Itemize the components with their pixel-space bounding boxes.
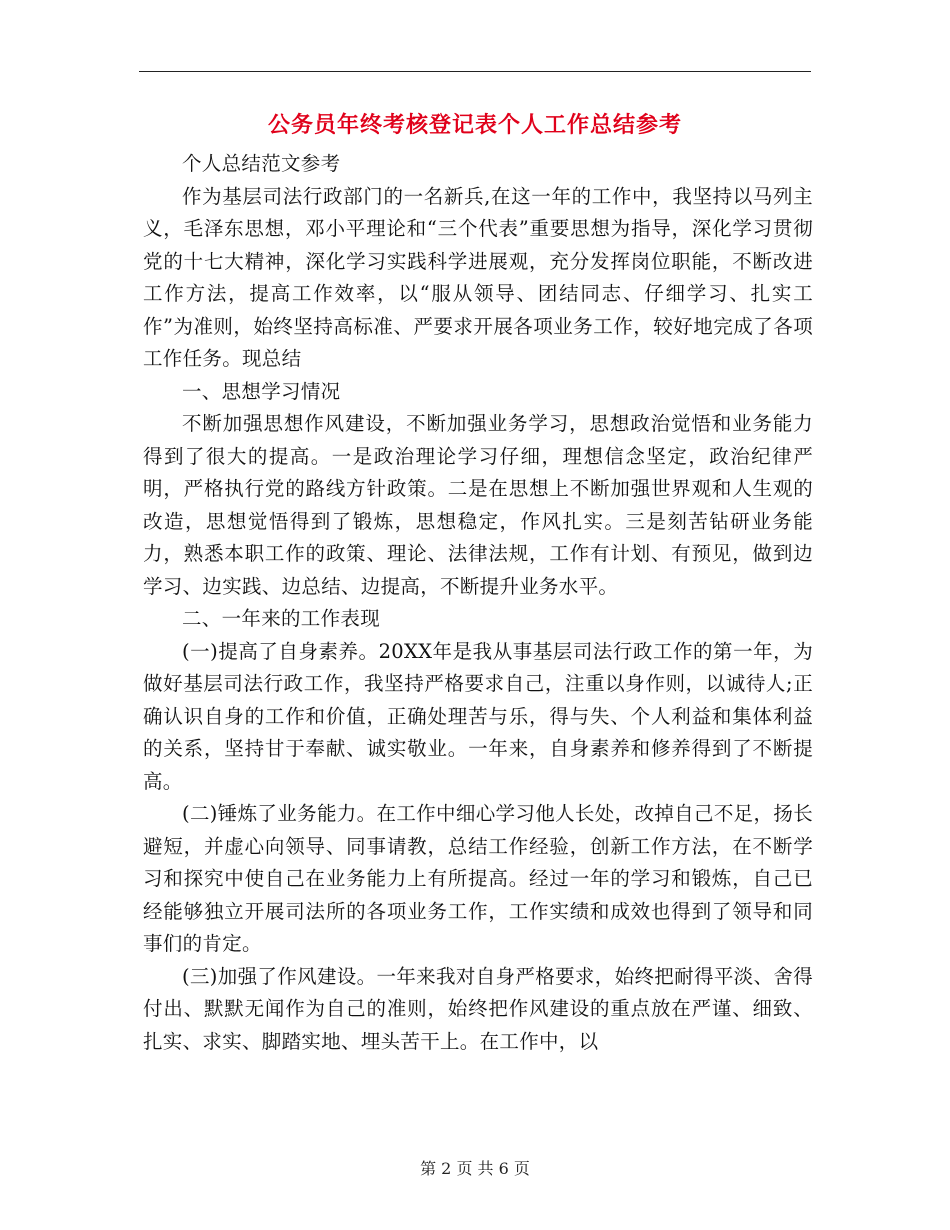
paragraph: (三)加强了作风建设。一年来我对自身严格要求，始终把耐得平淡、舍得付出、默默无闻作为自己的准则，始终把作风建设的重点放在严谨、细致、扎实、求实、脚踏实地、埋头苦干上。在工作中，以	[143, 964, 813, 1053]
section-heading: 一、思想学习情况	[182, 379, 341, 403]
paragraph: 不断加强思想作风建设，不断加强业务学习，思想政治觉悟和业务能力得到了很大的提高。一是政治理论学习仔细，理想信念坚定，政治纪律严明，严格执行党的路线方针政策。二是在思想上不断加强世界观和人生观的改造，思想觉悟得到了锻炼，思想稳定，作风扎实。三是刻苦钻研业务能力，熟悉本职工作的政策、理论、法律法规，工作有计划、有预见，做到边学习、边实践、边总结、边提高，不断提升业务水平。	[143, 412, 813, 598]
document-title: 公务员年终考核登记表个人工作总结参考	[267, 113, 682, 138]
paragraph: 作为基层司法行政部门的一名新兵,在这一年的工作中，我坚持以马列主义，毛泽东思想，邓小平理论和“三个代表”重要思想为指导，深化学习贯彻党的十七大精神，深化学习实践科学进展观，充分发挥岗位职能，不断改进工作方法，提高工作效率，以“服从领导、团结同志、仔细学习、扎实工作”为准则，始终坚持高标准、严要求开展各项业务工作，较好地完成了各项工作任务。现总结	[143, 184, 813, 370]
header-rule	[139, 71, 811, 72]
page-number: 第 2 页 共 6 页	[420, 1159, 530, 1178]
paragraph: 个人总结范文参考	[182, 152, 341, 175]
document-body	[143, 148, 813, 1058]
paragraph: (一)提高了自身素养。20XX年是我从事基层司法行政工作的第一年，为做好基层司法行政工作，我坚持严格要求自己，注重以身作则，以诚待人;正确认识自身的工作和价值，正确处理苦与乐，得与失、个人利益和集体利益的关系，坚持甘于奉献、诚实敬业。一年来，自身素养和修养得到了不断提高。	[143, 639, 813, 793]
section-heading: 二、一年来的工作表现	[182, 607, 381, 630]
paragraph: (二)锤炼了业务能力。在工作中细心学习他人长处，改掉自己不足，扬长避短，并虚心向领导、同事请教，总结工作经验，创新工作方法，在不断学习和探究中使自己在业务能力上有所提高。经过一年的学习和锻炼，自己已经能够独立开展司法所的各项业务工作，工作实绩和成效也得到了领导和同事们的肯定。	[143, 802, 813, 955]
